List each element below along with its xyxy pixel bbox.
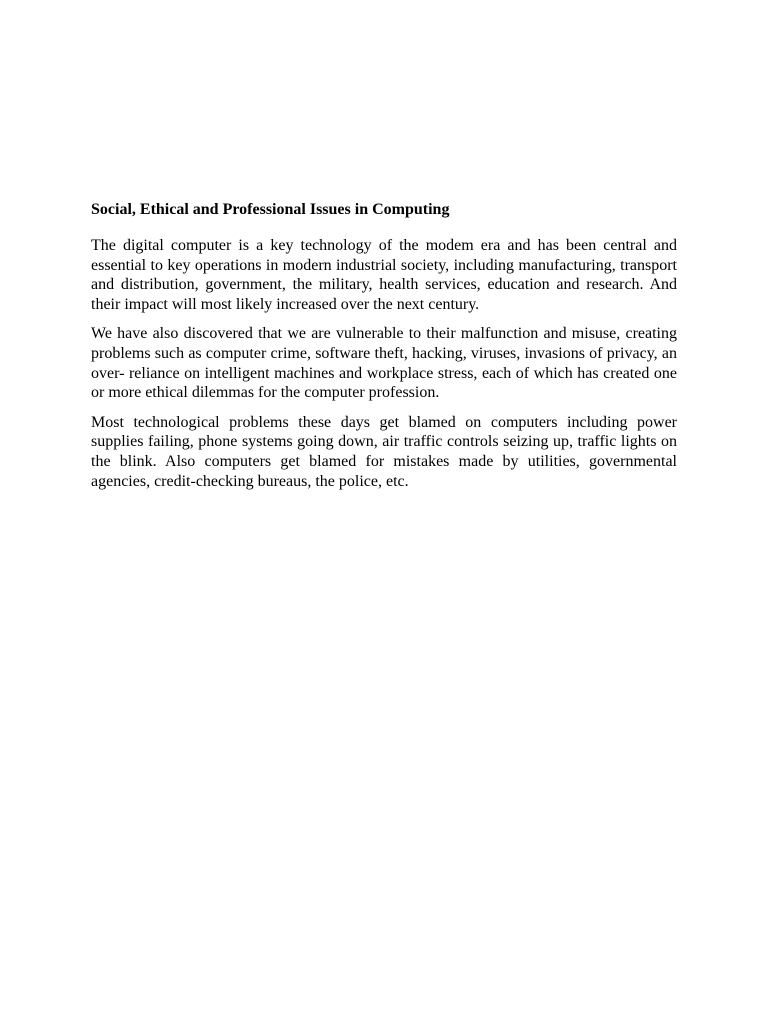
paragraph-3: Most technological problems these days get blamed on computers including power supplies failing, phone systems going down, air traffic controls seizing up, traffic lights on the blink. Also computers get blamed for mistakes made by utilities, governmental agencies, credit-checking bureaus, the police, etc. <box>91 413 677 490</box>
document-heading: Social, Ethical and Professional Issues in Computing <box>91 201 450 218</box>
paragraph-2: We have also discovered that we are vulnerable to their malfunction and misuse, creating problems such as computer crime, software theft, hacking, viruses, invasions of privacy, an over- reliance on intelligent machines and workplace stress, each of which has created one or more ethical dilemmas for the computer profession. <box>91 325 677 402</box>
paragraph-1: The digital computer is a key technology of the modem era and has been central and essential to key operations in modern industrial society, including manufacturing, transport and distribution, government, the military, health services, education and research. And their impact will most likely increased over the next century. <box>91 237 677 313</box>
document-body <box>91 199 677 501</box>
